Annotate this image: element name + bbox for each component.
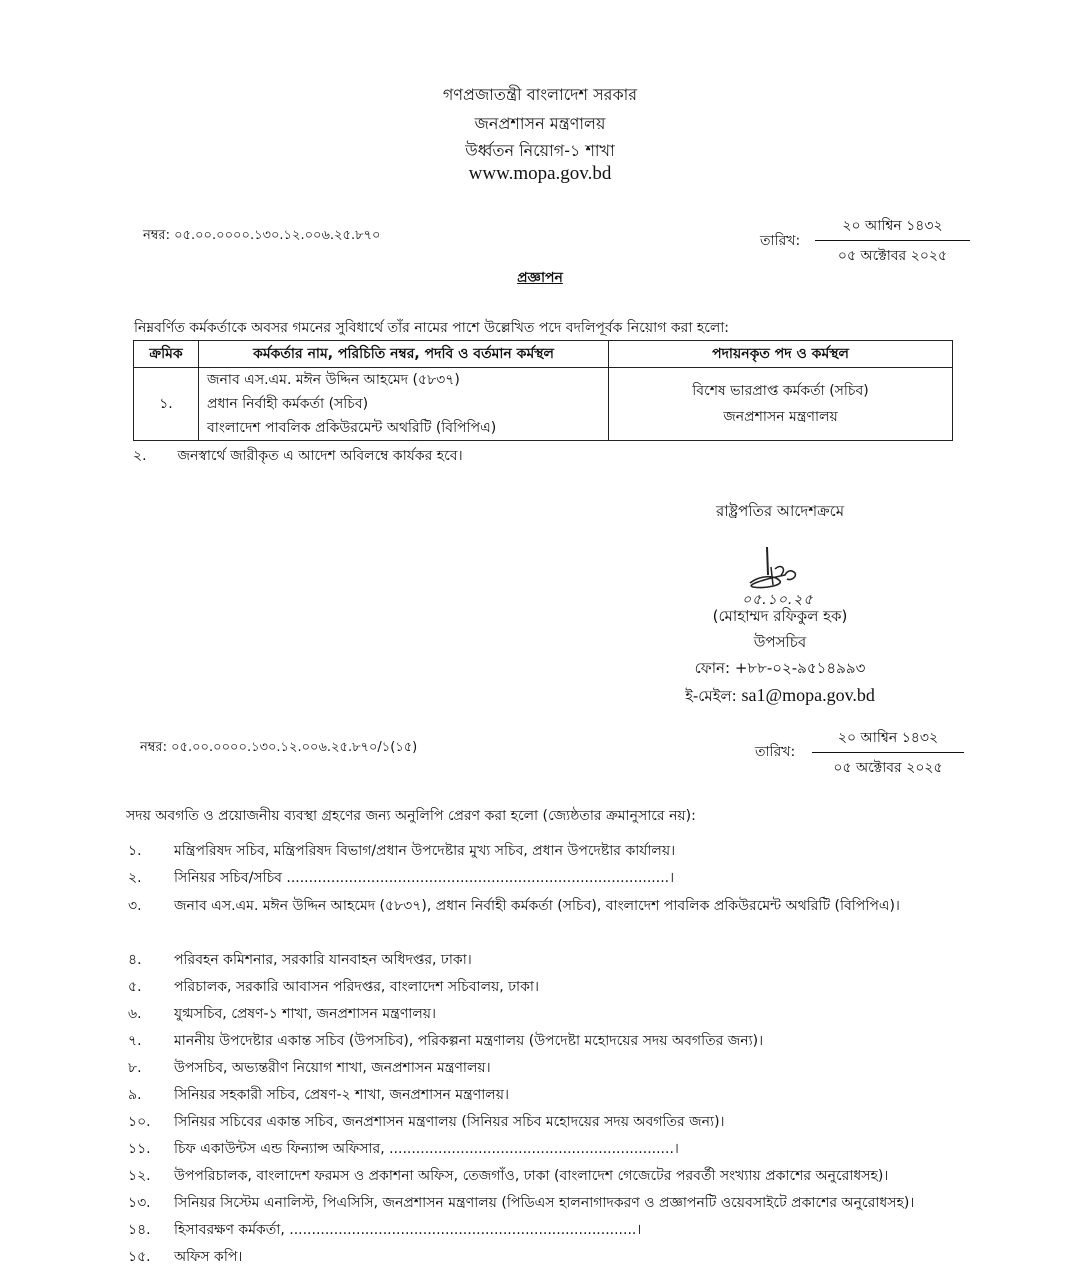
distribution-item-text: অফিস কপি। [174, 1249, 243, 1265]
distribution-item [128, 1082, 1018, 1109]
distribution-item [128, 1163, 1018, 1190]
date-bangla: ২০ আশ্বিন ১৪৩২ [815, 214, 970, 241]
distribution-item-text: হিসাবরক্ষণ কর্মকর্তা, ..............................................................................। [174, 1222, 642, 1238]
signatory-designation: উপসচিব [753, 633, 807, 651]
officer-name: জনাব এস.এম. মঈন উদ্দিন আহমেদ (৫৮৩৭) [207, 372, 460, 388]
notice-title [0, 266, 1080, 290]
distribution-item-number: ৫. [128, 979, 142, 995]
officer-workplace: বাংলাদেশ পাবলিক প্রকিউরমেন্ট অথরিটি (বিপিপিএ) [207, 420, 497, 436]
distribution-item-text: উপপরিচালক, বাংলাদেশ ফরমস ও প্রকাশনা অফিস, তেজগাঁও, ঢাকা (বাংলাদেশ গেজেটের পরবর্তী সংখ্যায় প্রকাশের অনুরোধসহ)। [174, 1168, 889, 1184]
distribution-item-text: পরিচালক, সরকারি আবাসন পরিদপ্তর, বাংলাদেশ সচিবালয়, ঢাকা। [174, 979, 539, 995]
signatory-email-line [580, 685, 980, 710]
distribution-item-text: সিনিয়র সচিবের একান্ত সচিব, জনপ্রশাসন মন্ত্রণালয় (সিনিয়র সচিব মহোদয়ের সদয় অবগতির জন্য)। [174, 1114, 725, 1130]
distribution-item-text: চিফ একাউন্টস এন্ড ফিন্যান্স অফিসার, ................................................................। [174, 1141, 679, 1157]
row-officer [199, 368, 609, 441]
distribution-item-number: ৮. [128, 1060, 142, 1076]
date-label: তারিখ: [760, 233, 801, 249]
distribution-item-text: সিনিয়র সিস্টেম এনালিস্ট, পিএসিসি, জনপ্রশাসন মন্ত্রণালয় (পিডিএস হালনাগাদকরণ ও প্রজ্ঞাপনটি ওয়েবসাইটে প্রকাশের অনুরোধসহ)। [174, 1195, 915, 1211]
email-label: ই-মেইল: [685, 687, 737, 705]
distribution-item-text: যুগ্মসচিব, প্রেষণ-১ শাখা, জনপ্রশাসন মন্ত্রণালয়। [174, 1006, 437, 1022]
distribution-item-number: ৭. [128, 1033, 142, 1049]
signatory-name: (মোহাম্মদ রফিকুল হক) [712, 607, 848, 625]
distribution-item [128, 838, 1018, 865]
distribution-item-number: ১. [128, 843, 142, 859]
distribution-item [128, 893, 1018, 920]
signatory-phone: ফোন: +৮৮-০২-৯৫১৪৯৯৩ [694, 659, 866, 677]
distribution-item-text: উপসচিব, অভ্যন্তরীণ নিয়োগ শাখা, জনপ্রশাসন মন্ত্রণালয়। [174, 1060, 491, 1076]
posting-workplace: জনপ্রশাসন মন্ত্রণালয় [723, 409, 838, 425]
date-gregorian: ০৫ অক্টোবর ২০২৫ [837, 248, 948, 264]
distribution-item-number: ১২. [128, 1168, 151, 1184]
distribution-item-number: ১১. [128, 1141, 151, 1157]
distribution-item-number: ১৪. [128, 1222, 151, 1238]
distribution-item-text: সিনিয়র সচিব/সচিব ......................................................................................। [174, 870, 675, 886]
distribution-item [128, 1190, 1018, 1217]
distribution-item [128, 974, 1018, 1001]
distribution-item [128, 1244, 1018, 1271]
distribution-item [128, 1028, 1018, 1055]
distribution-intro: সদয় অবগতি ও প্রয়োজনীয় ব্যবস্থা গ্রহণের জন্য অনুলিপি প্রেরণ করা হলো (জ্যেষ্ঠতার ক্রমানুসারে নয়): [126, 808, 696, 824]
distribution-item-number: ১০. [128, 1114, 151, 1130]
row-posting [609, 368, 953, 441]
date2-label: তারিখ: [755, 744, 796, 760]
signed-date: ০৫.১০.২৫ [742, 592, 814, 608]
officer-designation: প্রধান নির্বাহী কর্মকর্তা (সচিব) [207, 396, 369, 412]
memo2-number: নম্বর: ০৫.০০.০০০০.১৩০.১২.০০৬.২৫.৮৭০/১(১৫) [140, 740, 418, 755]
distribution-item-number: ১৫. [128, 1249, 151, 1265]
table-row [134, 368, 953, 441]
distribution-item [128, 1001, 1018, 1028]
posting-designation: বিশেষ ভারপ্রাপ্ত কর্মকর্তা (সচিব) [692, 383, 869, 399]
distribution-item [128, 1217, 1018, 1244]
distribution-item [128, 1109, 1018, 1136]
posting-table [133, 340, 953, 441]
distribution-item-number: ৪. [128, 952, 142, 968]
order-line: রাষ্ট্রপতির আদেশক্রমে [715, 502, 845, 520]
date2-gregorian: ০৫ অক্টোবর ২০২৫ [833, 760, 943, 776]
distribution-item-text: জনাব এস.এম. মঈন উদ্দিন আহমেদ (৫৮৩৭), প্রধান নির্বাহী কর্মকর্তা (সচিব), বাংলাদেশ পাবলিক প্রকিউরমেন্ট অথরিটি (বিপিপিএ)। [174, 898, 900, 914]
notice-title-text: প্রজ্ঞাপন [517, 270, 563, 286]
header-officer: কর্মকর্তার নাম, পরিচিতি নম্বর, পদবি ও বর্তমান কর্মস্থল [199, 341, 609, 368]
website-link[interactable]: www.mopa.gov.bd [468, 163, 612, 184]
distribution-item [128, 947, 1018, 974]
row-serial: ১. [134, 368, 199, 441]
branch-name: উর্ধ্বতন নিয়োগ-১ শাখা [465, 141, 615, 160]
distribution-item [128, 1136, 1018, 1163]
date2-bangla: ২০ আশ্বিন ১৪৩২ [812, 726, 964, 753]
notice-intro: নিম্নবর্ণিত কর্মকর্তাকে অবসর গমনের সুবিধার্থে তাঁর নামের পাশে উল্লেখিত পদে বদলিপূর্বক নিয়োগ করা হলো: [134, 320, 730, 336]
para-2-number: ২. [133, 448, 147, 464]
distribution-item-number: ২. [128, 870, 142, 886]
distribution-item-text: সিনিয়র সহকারী সচিব, প্রেষণ-২ শাখা, জনপ্রশাসন মন্ত্রণালয়। [174, 1087, 509, 1103]
table-header-row [134, 341, 953, 368]
para-2 [133, 444, 463, 468]
memo-number: নম্বর: ০৫.০০.০০০০.১৩০.১২.০০৬.২৫.৮৭০ [143, 228, 381, 243]
government-name: গণপ্রজাতন্ত্রী বাংলাদেশ সরকার [442, 85, 638, 104]
email-link[interactable]: sa1@mopa.gov.bd [741, 685, 875, 705]
distribution-item-number: ৯. [128, 1087, 142, 1103]
distribution-item-number: ৩. [128, 898, 142, 914]
distribution-item [128, 865, 1018, 892]
header-serial: ক্রমিক [134, 341, 199, 368]
distribution-item-number: ১৩. [128, 1195, 151, 1211]
distribution-item-text: পরিবহন কমিশনার, সরকারি যানবাহন অধিদপ্তর, ঢাকা। [174, 952, 472, 968]
distribution-item-text: মন্ত্রিপরিষদ সচিব, মন্ত্রিপরিষদ বিভাগ/প্রধান উপদেষ্টার মুখ্য সচিব, প্রধান উপদেষ্টার কার্যালয়। [174, 843, 676, 859]
para-2-text: জনস্বার্থে জারীকৃত এ আদেশ অবিলম্বে কার্যকর হবে। [177, 448, 463, 464]
distribution-item-number: ৬. [128, 1006, 142, 1022]
header-posting: পদায়নকৃত পদ ও কর্মস্থল [609, 341, 953, 368]
ministry-name: জনপ্রশাসন মন্ত্রণালয় [474, 114, 606, 133]
distribution-item-text: মাননীয় উপদেষ্টার একান্ত সচিব (উপসচিব), পরিকল্পনা মন্ত্রণালয় (উপদেষ্টা মহোদয়ের সদয় অবগতির জন্য)। [174, 1033, 764, 1049]
distribution-item [128, 1055, 1018, 1082]
